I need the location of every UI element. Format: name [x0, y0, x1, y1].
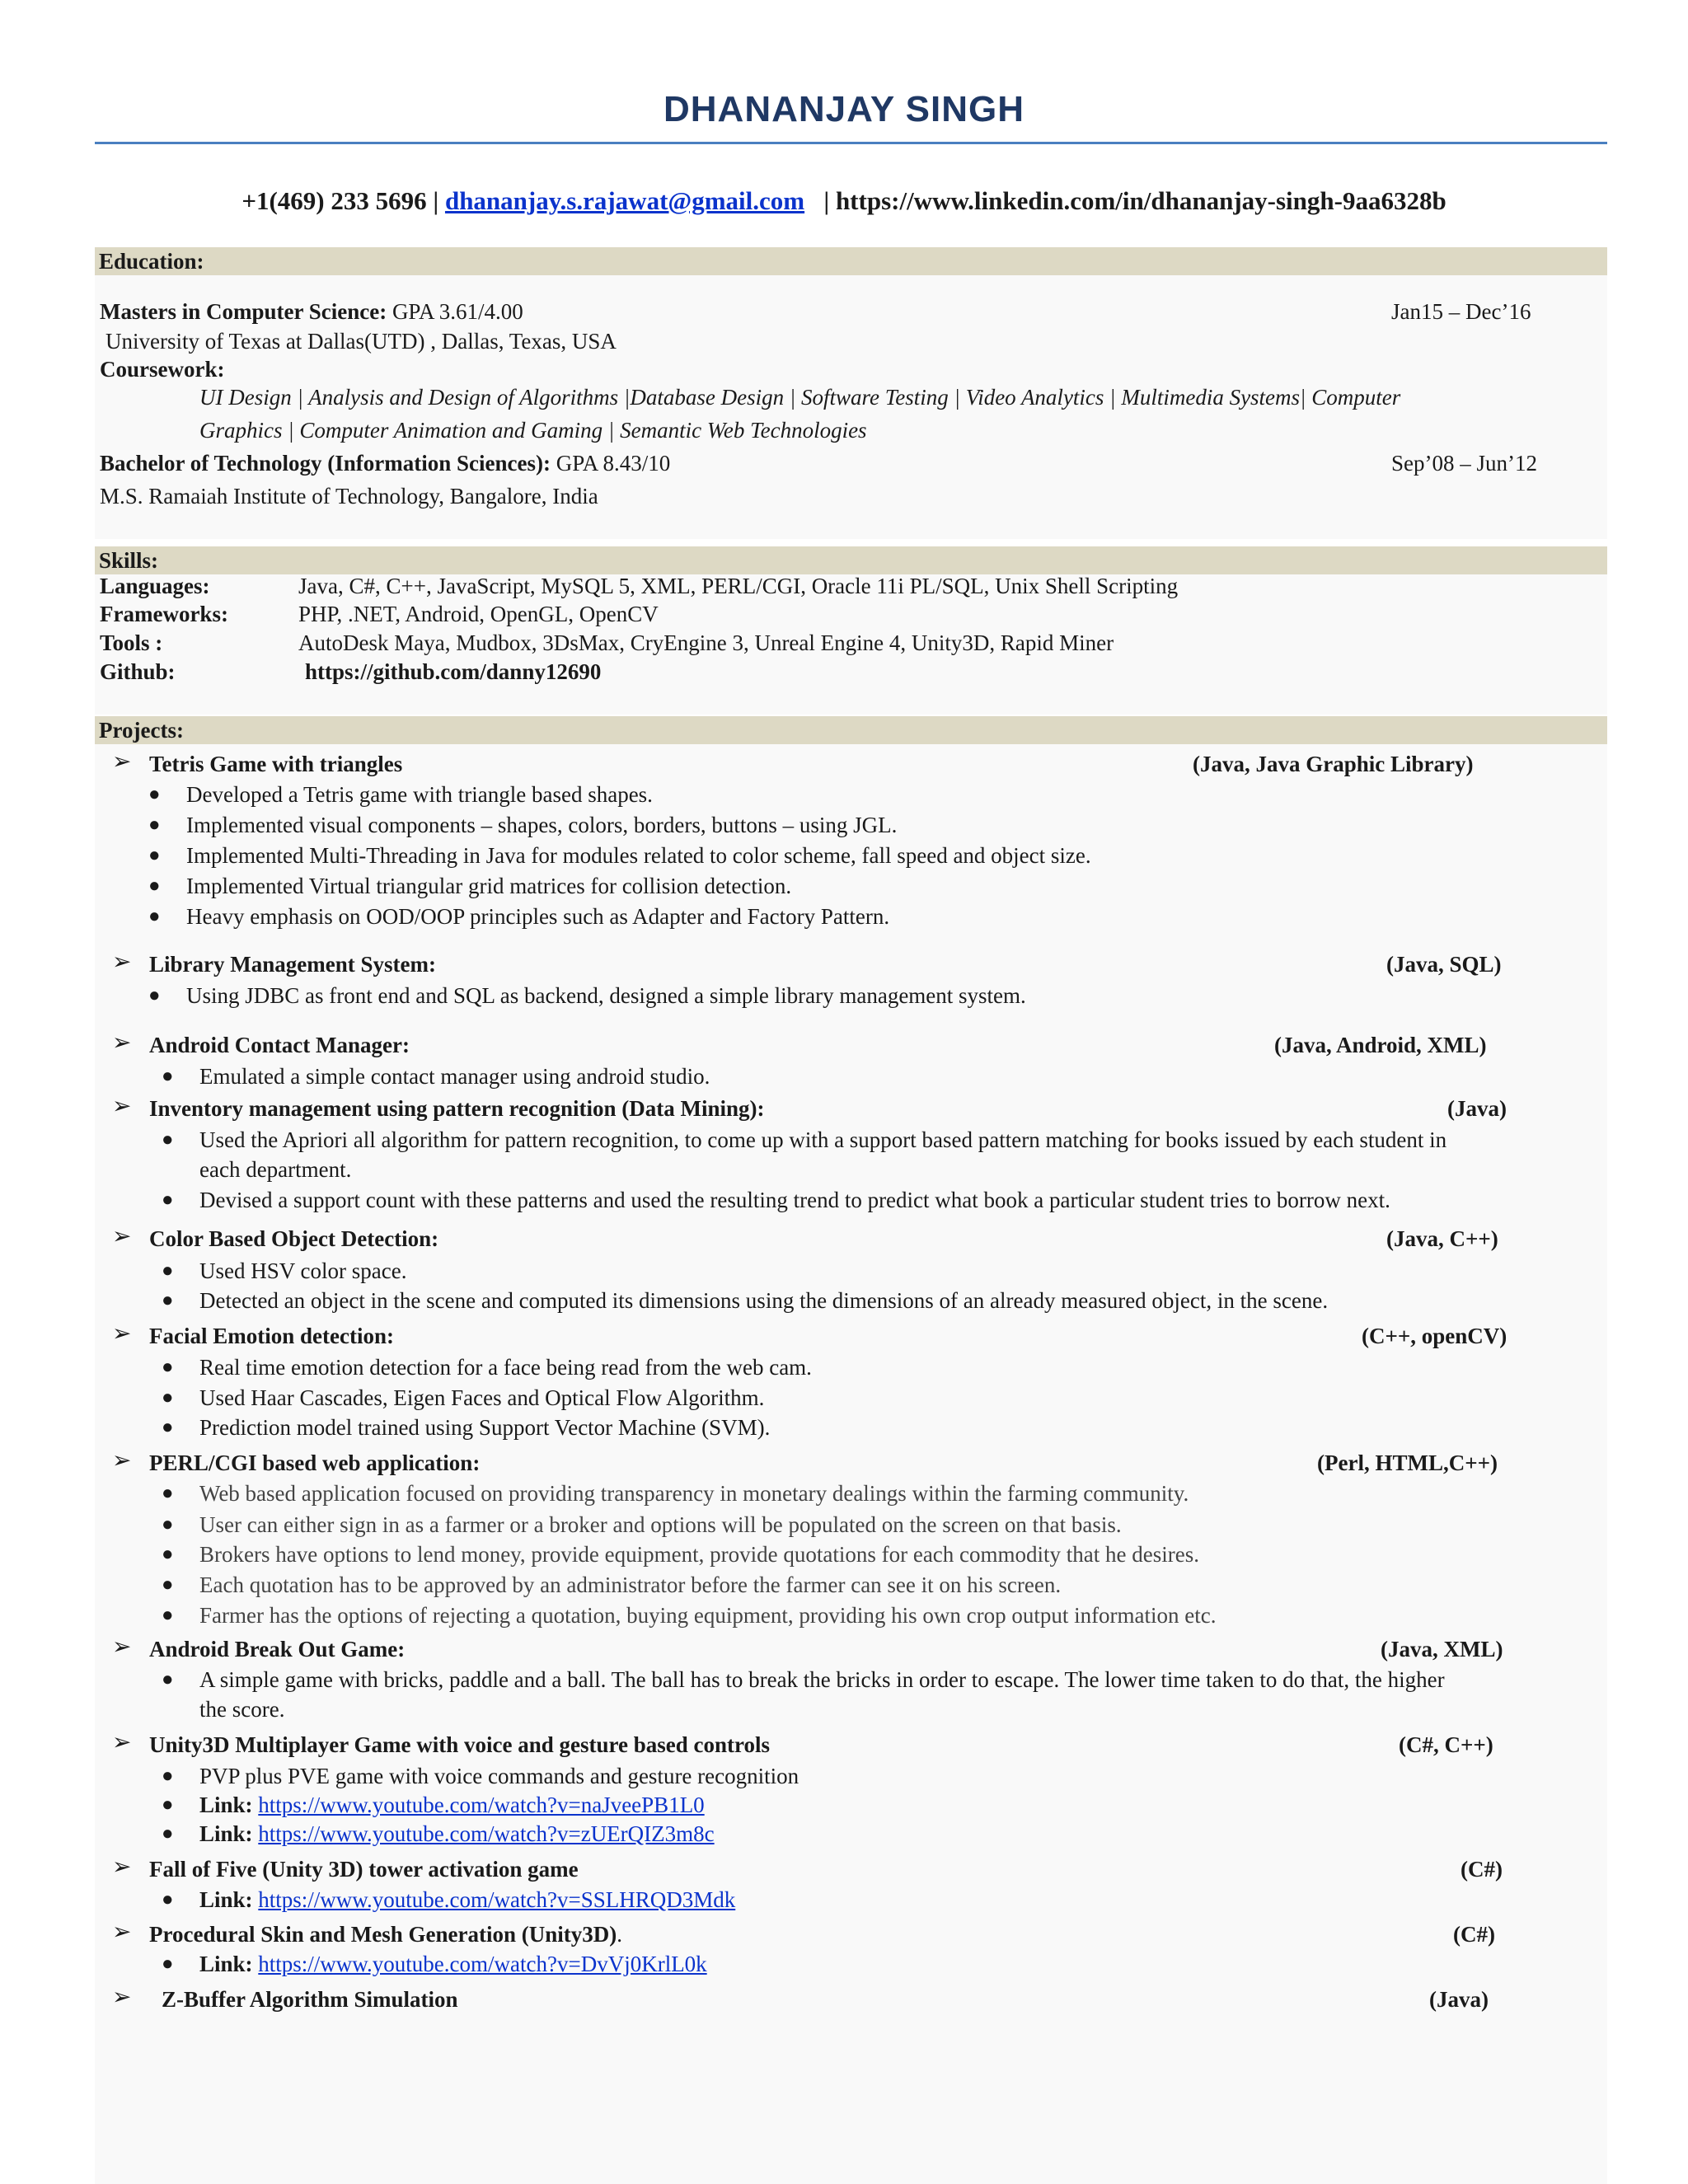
github-url[interactable]: https://github.com/danny12690	[305, 659, 602, 684]
dot-bullet-icon: ●	[162, 1765, 174, 1787]
project-link-line	[199, 1951, 707, 1977]
skills-heading: Skills:	[95, 546, 1607, 574]
header-divider	[95, 142, 1607, 144]
project-bullet: Prediction model trained using Support Vector Machine (SVM).	[199, 1415, 771, 1440]
dot-bullet-icon: ●	[148, 906, 161, 927]
masters-dates: Jan15 – Dec’16	[1391, 299, 1531, 324]
dot-bullet-icon: ●	[148, 985, 161, 1006]
youtube-link[interactable]: https://www.youtube.com/watch?v=SSLHRQD3Mdk	[258, 1887, 736, 1912]
projects-heading: Projects:	[95, 716, 1607, 744]
project-bullet: Using JDBC as front end and SQL as backend, designed a simple library management system.	[186, 983, 1026, 1008]
dot-bullet-icon: ●	[162, 1189, 174, 1211]
project-title: Library Management System:	[149, 952, 436, 977]
project-bullet: Implemented Virtual triangular grid matrices for collision detection.	[186, 874, 792, 898]
arrow-bullet-icon: ➢	[112, 949, 132, 975]
project-bullet: Implemented visual components – shapes, colors, borders, buttons – using JGL.	[186, 813, 898, 837]
dot-bullet-icon: ●	[162, 1387, 174, 1408]
dot-bullet-icon: ●	[148, 784, 161, 805]
project-bullet: PVP plus PVE game with voice commands and gesture recognition	[199, 1764, 799, 1788]
project-bullet-cont: each department.	[199, 1157, 352, 1182]
project-bullet: Farmer has the options of rejecting a quotation, buying equipment, providing his own crop output information etc.	[199, 1603, 1217, 1628]
project-tech: (Java, C++)	[1386, 1226, 1498, 1251]
project-title-line	[149, 1921, 622, 1947]
project-bullet: User can either sign in as a farmer or a broker and options will be populated on the screen on that basis.	[199, 1512, 1122, 1537]
project-bullet: Emulated a simple contact manager using android studio.	[199, 1064, 710, 1089]
link-label: Link:	[199, 1821, 253, 1846]
dot-bullet-icon: ●	[162, 1129, 174, 1151]
project-title: Tetris Game with triangles	[149, 752, 403, 776]
project-tech: (C#, C++)	[1399, 1732, 1493, 1757]
youtube-link[interactable]: https://www.youtube.com/watch?v=DvVj0KrlL0k	[258, 1952, 707, 1976]
dot-bullet-icon: ●	[148, 875, 161, 897]
masters-school: University of Texas at Dallas(UTD) , Dallas, Texas, USA	[106, 329, 617, 354]
arrow-bullet-icon: ➢	[112, 1985, 132, 2010]
arrow-bullet-icon: ➢	[112, 1919, 132, 1945]
skill-label: Github:	[100, 659, 176, 684]
dot-bullet-icon: ●	[162, 1605, 174, 1626]
project-title: Fall of Five (Unity 3D) tower activation game	[149, 1857, 579, 1882]
arrow-bullet-icon: ➢	[112, 1854, 132, 1880]
separator: |	[823, 186, 830, 215]
arrow-bullet-icon: ➢	[112, 749, 132, 775]
bachelor-line	[100, 450, 670, 476]
project-tech: (Java, Java Graphic Library)	[1193, 752, 1474, 776]
dot-bullet-icon: ●	[162, 1290, 174, 1311]
coursework-line: Graphics | Computer Animation and Gaming | Semantic Web Technologies	[199, 418, 867, 443]
project-bullet: Used HSV color space.	[199, 1258, 407, 1283]
project-bullet: Brokers have options to lend money, provide equipment, provide quotations for each commodity that he desires.	[199, 1542, 1199, 1567]
arrow-bullet-icon: ➢	[112, 1224, 132, 1249]
arrow-bullet-icon: ➢	[112, 1730, 132, 1755]
project-title: Unity3D Multiplayer Game with voice and gesture based controls	[149, 1732, 770, 1757]
linkedin-url[interactable]: https://www.linkedin.com/in/dhananjay-singh-9aa6328b	[835, 186, 1447, 215]
project-tech: (Java)	[1429, 1987, 1489, 2012]
skill-label: Tools :	[100, 630, 163, 655]
dot-bullet-icon: ●	[162, 1417, 174, 1438]
project-title: Z-Buffer Algorithm Simulation	[162, 1987, 458, 2012]
project-title: PERL/CGI based web application:	[149, 1451, 481, 1475]
arrow-bullet-icon: ➢	[112, 1634, 132, 1660]
bachelor-gpa: GPA 8.43/10	[556, 451, 671, 476]
project-bullet: Real time emotion detection for a face being read from the web cam.	[199, 1355, 812, 1380]
youtube-link[interactable]: https://www.youtube.com/watch?v=naJveePB1L0	[258, 1793, 705, 1817]
project-bullet: Detected an object in the scene and computed its dimensions using the dimensions of an already measured object, in the scene.	[199, 1288, 1329, 1313]
project-bullet: Developed a Tetris game with triangle based shapes.	[186, 782, 653, 807]
coursework-label: Coursework:	[100, 357, 225, 382]
title-suffix: .	[617, 1922, 623, 1947]
arrow-bullet-icon: ➢	[112, 1448, 132, 1474]
dot-bullet-icon: ●	[162, 1953, 174, 1975]
project-bullet: Web based application focused on providing transparency in monetary dealings within the farming community.	[199, 1481, 1189, 1506]
bachelor-degree: Bachelor of Technology (Information Sciences):	[100, 451, 551, 476]
project-bullet: Devised a support count with these patterns and used the resulting trend to predict what book a particular student tries to borrow next.	[199, 1188, 1390, 1212]
dot-bullet-icon: ●	[162, 1794, 174, 1816]
project-title: Color Based Object Detection:	[149, 1226, 439, 1251]
youtube-link[interactable]: https://www.youtube.com/watch?v=zUErQIZ3m8c	[258, 1821, 715, 1846]
skill-value: PHP, .NET, Android, OpenGL, OpenCV	[298, 602, 659, 626]
project-bullet: Implemented Multi-Threading in Java for modules related to color scheme, fall speed and object size.	[186, 843, 1091, 868]
project-title: Facial Emotion detection:	[149, 1324, 394, 1348]
project-link-line	[199, 1792, 705, 1818]
dot-bullet-icon: ●	[162, 1823, 174, 1844]
project-title: Inventory management using pattern recognition (Data Mining):	[149, 1096, 765, 1121]
project-tech: (Perl, HTML,C++)	[1317, 1451, 1498, 1475]
contact-line	[0, 186, 1688, 216]
project-bullet-cont: the score.	[199, 1697, 285, 1722]
arrow-bullet-icon: ➢	[112, 1030, 132, 1056]
dot-bullet-icon: ●	[162, 1357, 174, 1378]
dot-bullet-icon: ●	[162, 1066, 174, 1087]
link-label: Link:	[199, 1952, 253, 1976]
separator: |	[433, 186, 439, 215]
dot-bullet-icon: ●	[148, 845, 161, 866]
project-tech: (C#)	[1453, 1922, 1495, 1947]
arrow-bullet-icon: ➢	[112, 1321, 132, 1347]
arrow-bullet-icon: ➢	[112, 1094, 132, 1119]
project-link-line	[199, 1821, 715, 1847]
education-heading: Education:	[95, 247, 1607, 275]
project-tech: (Java, SQL)	[1386, 952, 1502, 977]
project-bullet: Heavy emphasis on OOD/OOP principles such as Adapter and Factory Pattern.	[186, 904, 890, 929]
project-bullet: A simple game with bricks, paddle and a ball. The ball has to break the bricks in order to escape. The lower time taken to do that, the higher	[199, 1667, 1445, 1692]
dot-bullet-icon: ●	[162, 1260, 174, 1282]
project-bullet: Used Haar Cascades, Eigen Faces and Optical Flow Algorithm.	[199, 1385, 765, 1410]
project-bullet: Used the Apriori all algorithm for pattern recognition, to come up with a support based pattern matching for books issued by each student in	[199, 1127, 1447, 1152]
skill-label: Languages:	[100, 574, 210, 598]
candidate-name: DHANANJAY SINGH	[663, 89, 1025, 129]
coursework-line: UI Design | Analysis and Design of Algorithms |Database Design | Software Testing | Video Analytics | Multimedia Systems| Computer	[199, 385, 1401, 410]
phone-number: +1(469) 233 5696	[241, 186, 427, 215]
dot-bullet-icon: ●	[162, 1669, 174, 1690]
bachelor-school: M.S. Ramaiah Institute of Technology, Bangalore, India	[100, 484, 598, 509]
dot-bullet-icon: ●	[148, 814, 161, 836]
dot-bullet-icon: ●	[162, 1889, 174, 1910]
masters-degree: Masters in Computer Science:	[100, 299, 387, 324]
skill-label: Frameworks:	[100, 602, 228, 626]
project-bullet: Each quotation has to be approved by an administrator before the farmer can see it on his screen.	[199, 1572, 1062, 1597]
email-link[interactable]: dhananjay.s.rajawat@gmail.com	[444, 186, 805, 215]
masters-line	[100, 298, 523, 325]
dot-bullet-icon: ●	[162, 1514, 174, 1535]
bachelor-dates: Sep’08 – Jun’12	[1391, 451, 1537, 476]
project-title: Android Break Out Game:	[149, 1637, 406, 1661]
project-tech: (Java, XML)	[1381, 1637, 1503, 1661]
link-label: Link:	[199, 1793, 253, 1817]
skill-value: AutoDesk Maya, Mudbox, 3DsMax, CryEngine 3, Unreal Engine 4, Unity3D, Rapid Miner	[298, 630, 1114, 655]
skill-value: Java, C#, C++, JavaScript, MySQL 5, XML, PERL/CGI, Oracle 11i PL/SQL, Unix Shell Scripting	[298, 574, 1179, 598]
masters-gpa: GPA 3.61/4.00	[392, 299, 523, 324]
dot-bullet-icon: ●	[162, 1574, 174, 1596]
project-tech: (C#)	[1461, 1857, 1503, 1882]
dot-bullet-icon: ●	[162, 1544, 174, 1565]
dot-bullet-icon: ●	[162, 1483, 174, 1504]
project-tech: (Java, Android, XML)	[1274, 1033, 1487, 1057]
link-label: Link:	[199, 1887, 253, 1912]
project-title: Procedural Skin and Mesh Generation (Unity3D)	[149, 1922, 617, 1947]
project-tech: (C++, openCV)	[1362, 1324, 1507, 1348]
project-tech: (Java)	[1447, 1096, 1507, 1121]
project-title: Android Contact Manager:	[149, 1033, 410, 1057]
project-link-line	[199, 1886, 735, 1913]
